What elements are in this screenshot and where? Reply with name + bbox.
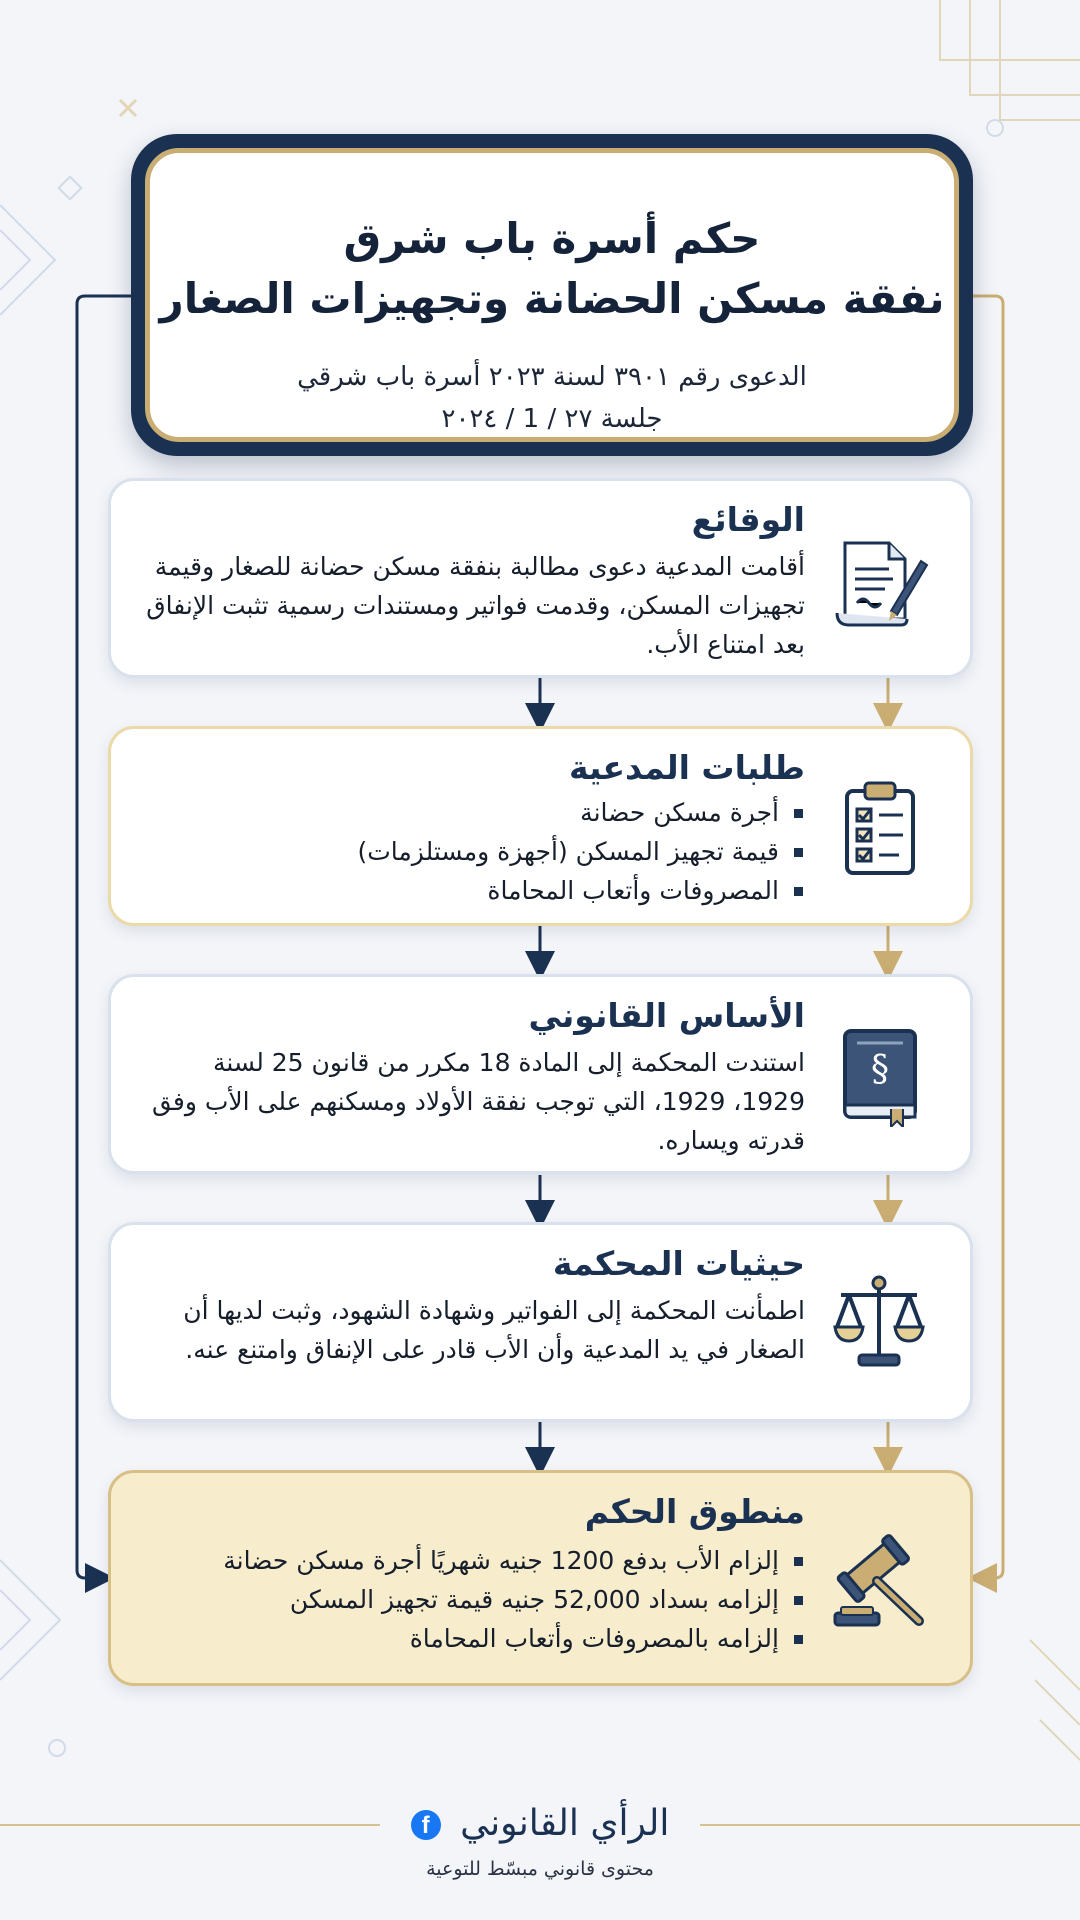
footer-tagline: محتوى قانوني مبسّط للتوعية [426,1858,654,1880]
law-book-icon [827,1023,931,1127]
page-title: حكم أسرة باب شرق [343,214,761,263]
section-legal-basis [108,974,973,1174]
section-court-reasoning [108,1222,973,1422]
page-subtitle: نفقة مسكن الحضانة وتجهيزات الصغار [159,274,945,323]
footer-brand-name: الرأي القانوني [460,1803,670,1844]
section-verdict [108,1470,973,1686]
section-requests [108,726,973,926]
section-text: استندت المحكمة إلى المادة 18 مكرر من قانون 25 لسنة 1929، 1929، التي توجب نفقة الأولاد ومسكنهم على الأب وفق قدرته ويساره. [152,1048,805,1155]
gavel-icon [827,1529,931,1633]
section-title: منطوق الحكم [584,1492,805,1531]
section-text: اطمأنت المحكمة إلى الفواتير وشهادة الشهود، وثبت لديها أن الصغار في يد المدعية وأن الأب قادر على الإنفاق وامتنع عنه. [183,1296,805,1364]
requests-list [145,793,805,910]
section-title: طلبات المدعية [569,748,805,787]
list-item: قيمة تجهيز المسكن (أجهزة ومستلزمات) [145,832,805,871]
svg-text:§: § [871,1049,889,1090]
section-text: أقامت المدعية دعوى مطالبة بنفقة مسكن حضانة للصغار وقيمة تجهيزات المسكن، وقدمت فواتير ومستندات رسمية تثبت الإنفاق بعد امتناع الأب. [146,552,805,659]
list-item: أجرة مسكن حضانة [145,793,805,832]
header-card [131,134,973,456]
list-item: إلزام الأب بدفع 1200 جنيه شهريًا أجرة مسكن حضانة [145,1541,805,1580]
list-item: إلزامه بسداد 52,000 جنيه قيمة تجهيز المسكن [145,1580,805,1619]
scales-of-justice-icon [827,1269,931,1373]
section-title: الوقائع [691,500,805,539]
facebook-icon: f [411,1810,441,1840]
session-date: جلسة ٢٧ / 1 / ٢٠٢٤ [441,404,663,434]
section-facts [108,478,973,678]
verdict-list [145,1541,805,1658]
clipboard-checklist-icon [827,775,931,879]
header-card-inner [145,148,959,442]
section-title: حيثيات المحكمة [552,1244,805,1283]
section-title: الأساس القانوني [528,996,805,1035]
list-item: إلزامه بالمصروفات وأتعاب المحاماة [145,1619,805,1658]
case-number: الدعوى رقم ٣٩٠١ لسنة ٢٠٢٣ أسرة باب شرقي [297,362,807,392]
document-pen-icon [827,529,931,633]
footer-brand[interactable] [0,1800,1080,1848]
list-item: المصروفات وأتعاب المحاماة [145,871,805,910]
